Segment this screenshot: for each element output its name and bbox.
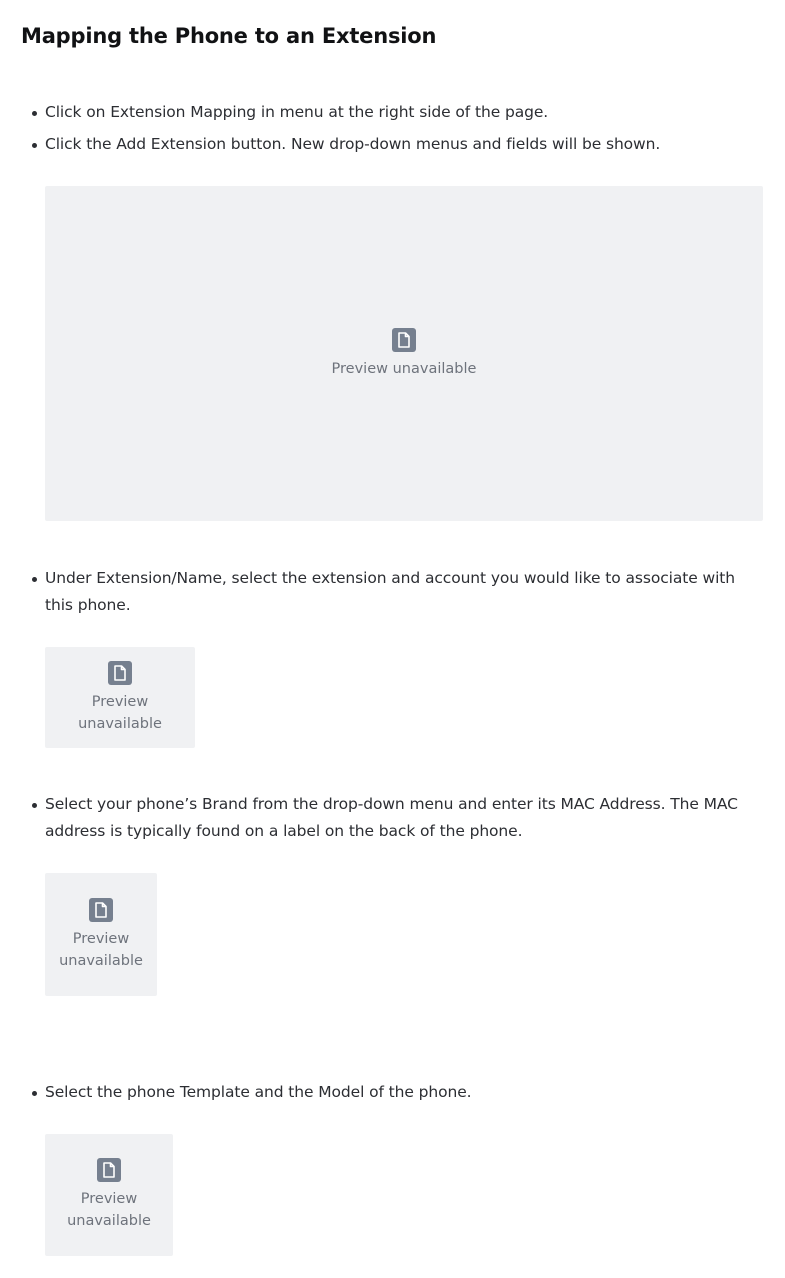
image-preview-placeholder (45, 186, 763, 521)
image-preview-placeholder (45, 647, 195, 748)
image-preview-placeholder (45, 1134, 173, 1256)
image-preview-placeholder (45, 873, 157, 996)
step-item-extension-mapping: Click on Extension Mapping in menu at the right side of the page. (45, 99, 765, 126)
preview-unavailable-label: Preview unavailable (67, 1191, 151, 1229)
step-item-brand-mac: Select your phone’s Brand from the drop-down menu and enter its MAC Address. The MAC address is typically found on a label on the back of the phone. (45, 791, 765, 845)
step-item-extension-name: Under Extension/Name, select the extension and account you would like to associate with this phone. (45, 565, 765, 619)
file-icon (89, 898, 113, 922)
preview-unavailable-label: Preview unavailable (331, 360, 477, 377)
file-icon (392, 328, 416, 352)
step-item-add-extension: Click the Add Extension button. New drop-down menus and fields will be shown. (45, 131, 765, 158)
preview-unavailable-label: Preview unavailable (78, 693, 162, 732)
page-title: Mapping the Phone to an Extension (21, 24, 437, 48)
step-item-template-model: Select the phone Template and the Model of the phone. (45, 1079, 765, 1106)
preview-unavailable-label: Preview unavailable (59, 930, 143, 969)
file-icon (108, 661, 132, 685)
file-icon (97, 1158, 121, 1182)
